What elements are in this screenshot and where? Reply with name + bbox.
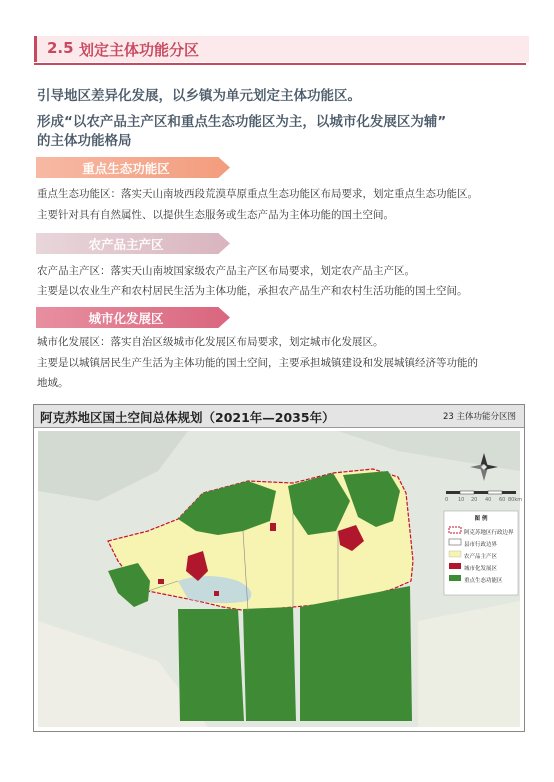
scale-label: 60 (499, 497, 506, 503)
legend-text (444, 512, 518, 587)
desert-relief (418, 601, 520, 727)
map-header (34, 405, 524, 428)
lead-line-2: 形成“以农产品主产区和重点生态功能区为主，以城市化发展区为辅” (37, 114, 447, 130)
urban-paragraph-line-3: 地域。 (37, 377, 69, 389)
eco-zone-south-1 (178, 609, 244, 721)
tag-label: 农产品主产区 (88, 237, 164, 252)
legend-item: 城市化发展区 (464, 566, 498, 572)
legend-item: 重点生态功能区 (464, 578, 503, 584)
map-title: 阿克苏地区国土空间总体规划（2021年—2035年） (40, 410, 335, 425)
urban-zone (158, 579, 164, 584)
scale-label: 20 (471, 497, 478, 503)
scale-label: 10 (458, 497, 465, 503)
legend-item: 农产品主产区 (464, 554, 498, 560)
scale-label: 80km (508, 497, 523, 503)
urban-zone (270, 523, 276, 531)
legend-item: 县市行政边界 (464, 542, 498, 548)
agri-paragraph-line-1: 农产品主产区：落实天山南坡国家级农产品主产区布局要求，划定农产品主产区。 (37, 265, 415, 277)
map-figure (33, 404, 525, 732)
legend-title: 图 例 (474, 516, 488, 522)
urban-paragraph-line-1: 城市化发展区：落实自治区级城市化发展区布局要求，划定城市化发展区。 (37, 336, 384, 348)
section-divider (34, 63, 526, 65)
scale-bar (446, 491, 516, 494)
lead-line-3: 的主体功能格局 (37, 133, 132, 149)
tag-label: 重点生态功能区 (82, 161, 170, 176)
scale-label: 0 (445, 497, 449, 503)
map-figure-number: 23 主体功能分区图 (442, 412, 516, 422)
agri-paragraph-line-2: 主要是以农业生产和农村居民生活为主体功能，承担农产品生产和农村生活功能的国土空间。 (37, 285, 468, 297)
eco-zone-south-2 (243, 607, 296, 721)
section-number: 2.5 (47, 39, 74, 57)
eco-zone-south-3 (300, 586, 412, 721)
section-title-bar (34, 36, 529, 62)
tag-label: 城市化发展区 (88, 311, 164, 326)
section-title: 划定主体功能分区 (79, 41, 200, 59)
lead-line-1: 引导地区差异化发展，以乡镇为单元划定主体功能区。 (37, 88, 361, 104)
urban-zone (214, 591, 219, 596)
scale-label: 40 (485, 497, 492, 503)
urban-paragraph-line-2: 主要是以城镇居民生产生活为主体功能的国土空间，主要承担城镇建设和发展城镇经济等功能的 (37, 357, 478, 369)
legend-item: 阿克苏地区行政边界 (464, 530, 514, 536)
eco-paragraph-line-1: 重点生态功能区：落实天山南坡西段荒漠草原重点生态功能区布局要求，划定重点生态功能区。 (37, 188, 478, 200)
eco-paragraph-line-2: 主要针对具有自然属性、以提供生态服务或生态产品为主体功能的国土空间。 (37, 209, 394, 221)
